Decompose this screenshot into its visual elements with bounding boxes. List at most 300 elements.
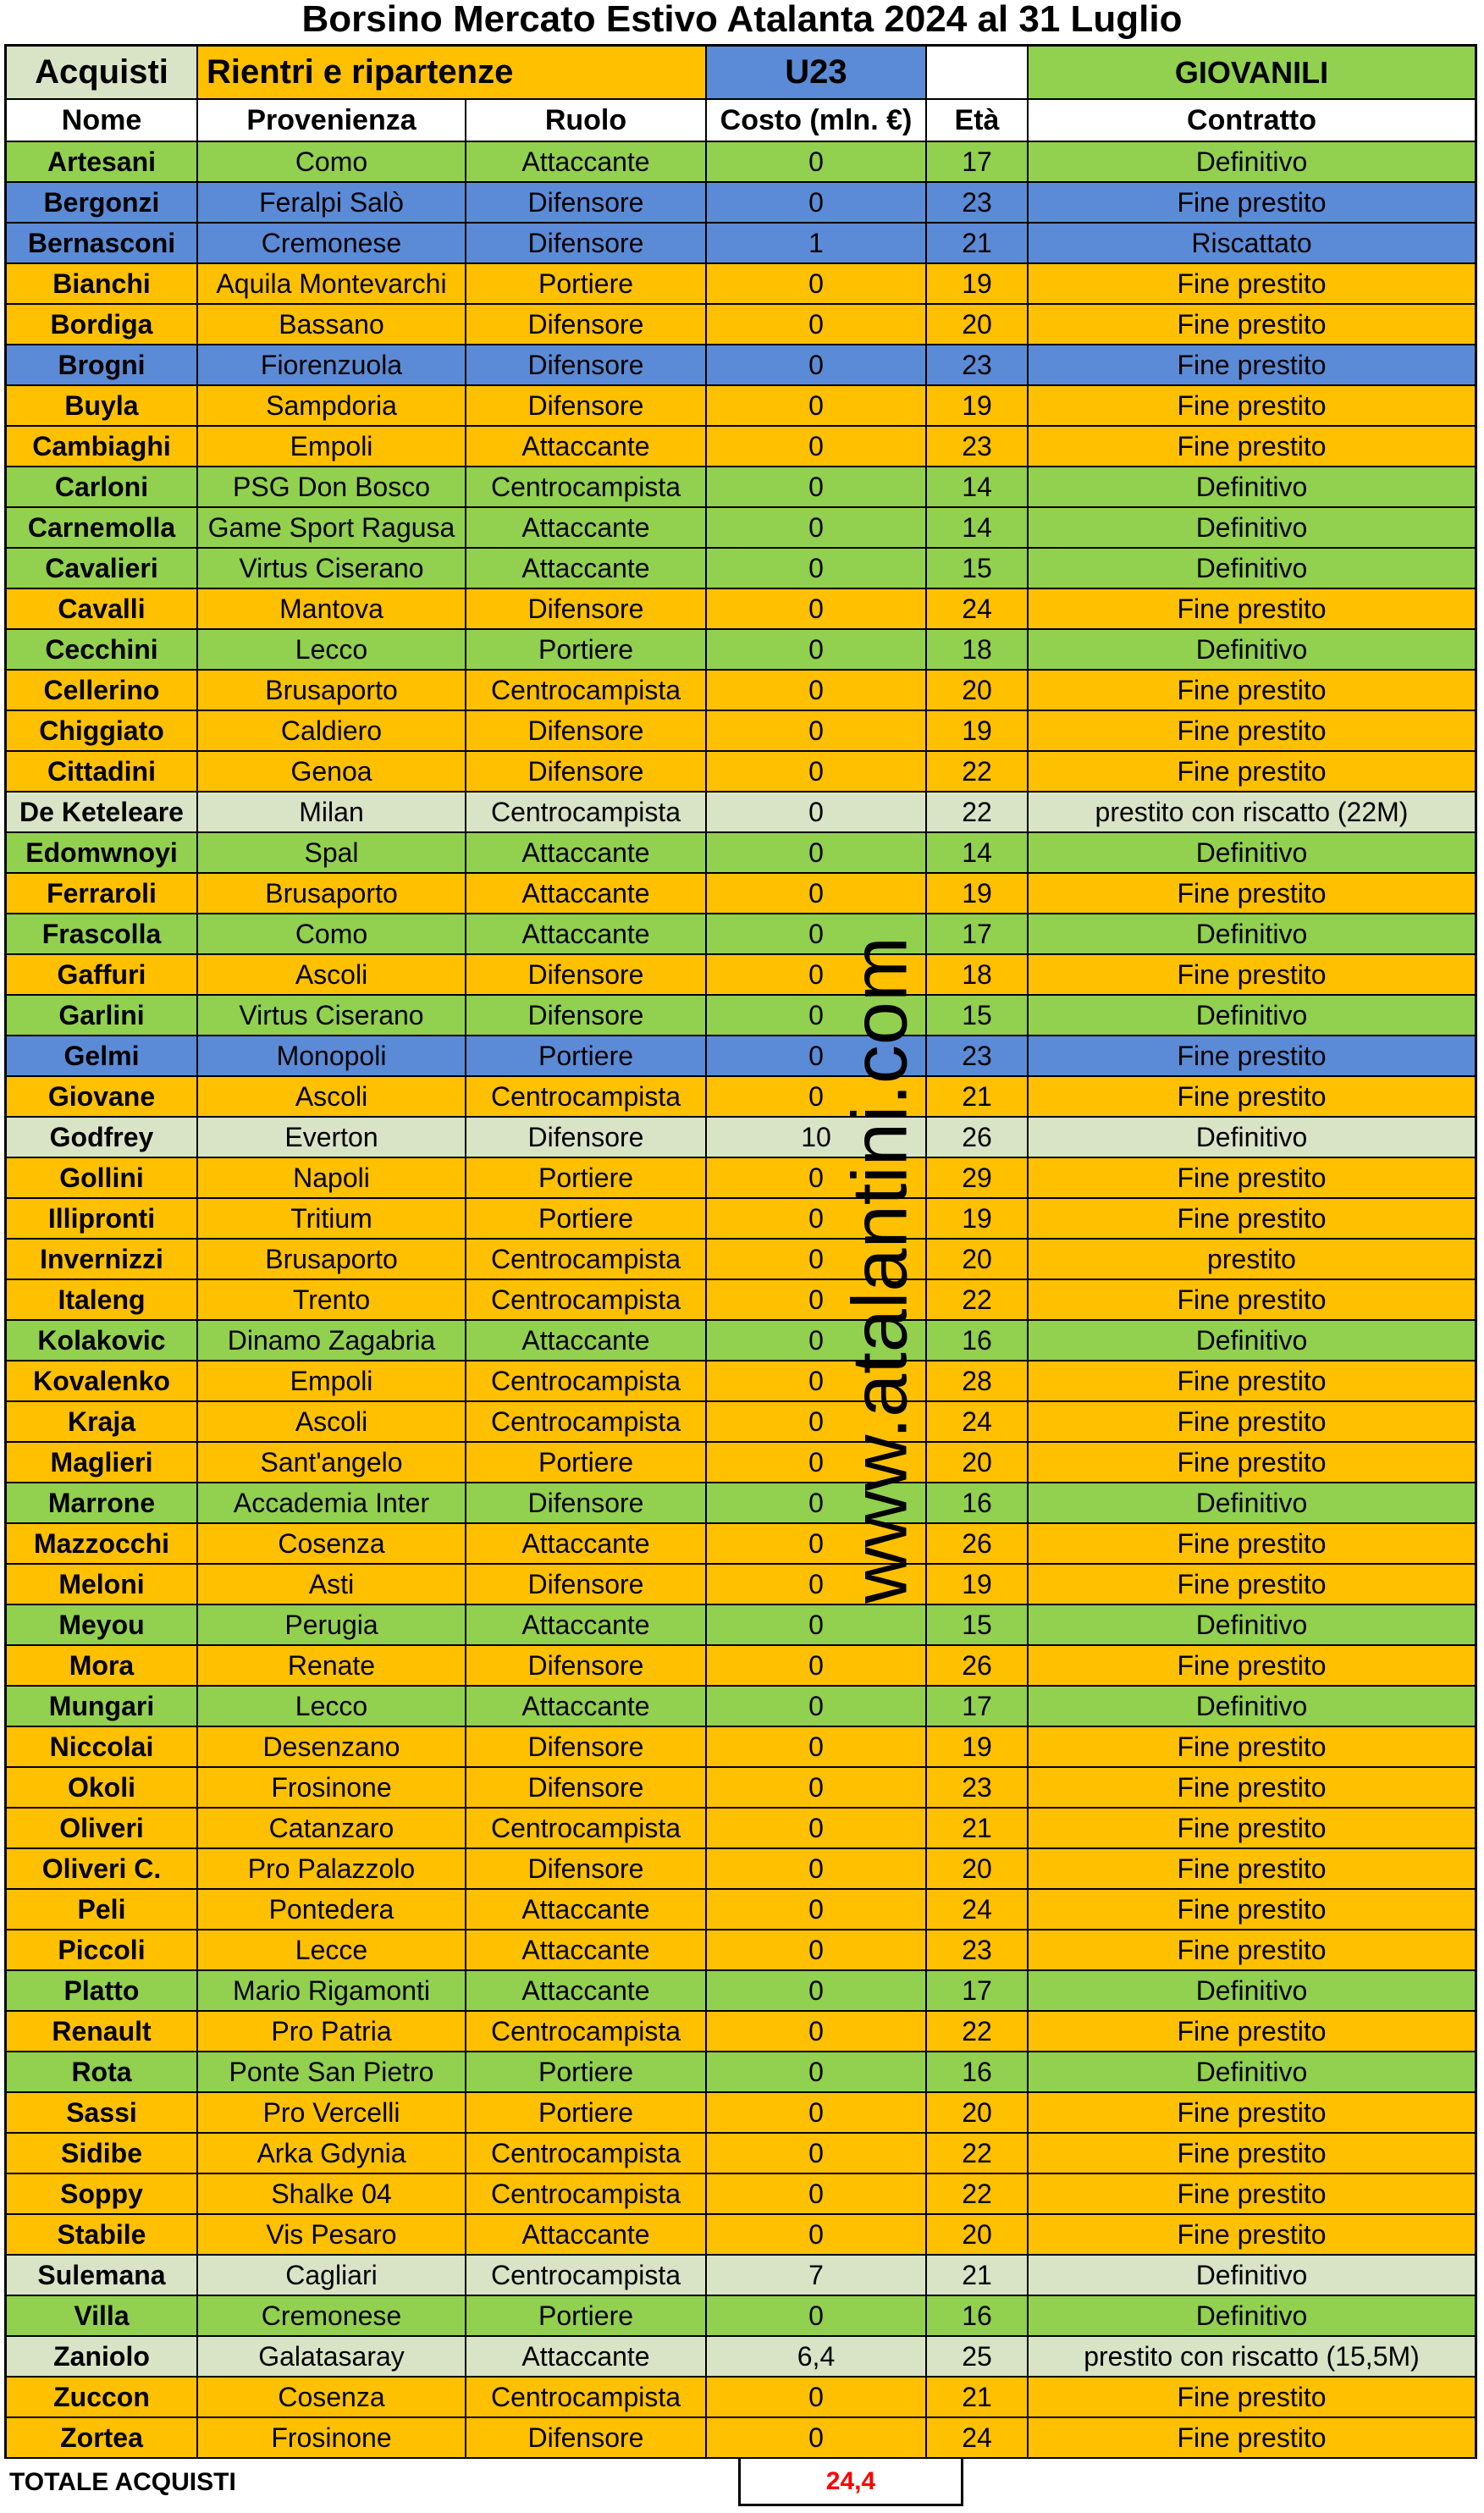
cell-nome: Zuccon	[7, 2378, 198, 2416]
cell-eta: 19	[927, 1727, 1029, 1766]
cell-provenienza: Fiorenzuola	[198, 345, 466, 384]
cell-costo: 0	[707, 2378, 927, 2416]
cell-ruolo: Difensore	[466, 1483, 707, 1522]
cell-nome: Invernizzi	[7, 1240, 198, 1279]
cell-provenienza: Pro Vercelli	[198, 2093, 466, 2132]
legend-row	[4, 44, 1477, 100]
cell-ruolo: Attaccante	[466, 2337, 707, 2376]
cell-ruolo: Difensore	[466, 1849, 707, 1888]
cell-ruolo: Portiere	[466, 630, 707, 669]
cell-ruolo: Attaccante	[466, 508, 707, 547]
cell-ruolo: Centrocampista	[466, 1077, 707, 1116]
cell-provenienza: Tritium	[198, 1199, 466, 1238]
cell-costo: 0	[707, 2174, 927, 2213]
table-row	[4, 1443, 1477, 1483]
cell-nome: Illipronti	[7, 1199, 198, 1238]
cell-provenienza: Lecco	[198, 630, 466, 669]
cell-nome: Oliveri C.	[7, 1849, 198, 1888]
cell-provenienza: Como	[198, 914, 466, 953]
cell-costo: 0	[707, 874, 927, 913]
cell-eta: 19	[927, 711, 1029, 750]
cell-provenienza: Frosinone	[198, 2418, 466, 2457]
cell-contratto: Fine prestito	[1177, 186, 1327, 218]
cell-provenienza: Cosenza	[198, 1524, 466, 1563]
cell-ruolo: Centrocampista	[466, 2256, 707, 2295]
cell-costo: 0	[707, 2134, 927, 2173]
cell-costo: 0	[707, 1321, 927, 1360]
cell-ruolo: Difensore	[466, 345, 707, 384]
cell-provenienza: Dinamo Zagabria	[198, 1321, 466, 1360]
cell-nome: Ferraroli	[7, 874, 198, 913]
cell-eta: 17	[927, 914, 1029, 953]
cell-nome: Peli	[7, 1890, 198, 1929]
cell-nome: Sulemana	[7, 2256, 198, 2295]
cell-eta: 21	[927, 224, 1029, 262]
cell-provenienza: Monopoli	[198, 1036, 466, 1075]
cell-eta: 23	[927, 1930, 1029, 1969]
cell-provenienza: Aquila Montevarchi	[198, 264, 466, 303]
legend-blank	[927, 47, 1029, 98]
cell-contratto: Fine prestito	[1177, 1365, 1327, 1396]
cell-ruolo: Attaccante	[466, 1930, 707, 1969]
cell-nome: Cambiaghi	[7, 427, 198, 466]
cell-nome: Stabile	[7, 2215, 198, 2254]
cell-nome: Niccolai	[7, 1727, 198, 1766]
cell-nome: Giovane	[7, 1077, 198, 1116]
cell-contratto: Definitivo	[1195, 511, 1308, 543]
cell-costo: 0	[707, 1402, 927, 1441]
cell-provenienza: PSG Don Bosco	[198, 467, 466, 506]
cell-costo: 0	[707, 1036, 927, 1075]
cell-costo: 0	[707, 1727, 927, 1766]
table-row	[4, 508, 1477, 549]
cell-nome: Oliveri	[7, 1809, 198, 1847]
cell-eta: 24	[927, 1402, 1029, 1441]
cell-ruolo: Attaccante	[466, 1890, 707, 1929]
cell-nome: Mungari	[7, 1687, 198, 1726]
cell-contratto: Fine prestito	[1177, 593, 1327, 624]
table-row	[4, 1077, 1477, 1118]
cell-nome: Edomwnoyi	[7, 833, 198, 872]
table-row	[4, 2337, 1477, 2378]
cell-ruolo: Difensore	[466, 386, 707, 425]
cell-contratto: Fine prestito	[1177, 1853, 1327, 1884]
cell-costo: 0	[707, 427, 927, 466]
cell-nome: Godfrey	[7, 1118, 198, 1157]
cell-eta: 23	[927, 1768, 1029, 1807]
cell-nome: Cecchini	[7, 630, 198, 669]
cell-nome: Carloni	[7, 467, 198, 506]
cell-contratto: Fine prestito	[1177, 2015, 1327, 2046]
cell-contratto: Definitivo	[1195, 2259, 1308, 2290]
cell-provenienza: Empoli	[198, 427, 466, 466]
cell-costo: 0	[707, 1768, 927, 1807]
cell-nome: De Keteleare	[7, 793, 198, 831]
cell-costo: 0	[707, 2012, 927, 2051]
table-row	[4, 752, 1477, 793]
table-row	[4, 2378, 1477, 2418]
cell-provenienza: Como	[198, 142, 466, 181]
cell-provenienza: Galatasaray	[198, 2337, 466, 2376]
cell-contratto: Fine prestito	[1177, 1202, 1327, 1234]
cell-ruolo: Difensore	[466, 183, 707, 222]
cell-eta: 24	[927, 1890, 1029, 1929]
cell-eta: 17	[927, 1971, 1029, 2010]
cell-costo: 0	[707, 833, 927, 872]
cell-provenienza: Brusaporto	[198, 874, 466, 913]
cell-eta: 22	[927, 2134, 1029, 2173]
total-value: 24,4	[738, 2459, 963, 2506]
cell-costo: 0	[707, 1158, 927, 1197]
table-row	[4, 2134, 1477, 2174]
cell-costo: 0	[707, 711, 927, 750]
table-row	[4, 345, 1477, 386]
cell-eta: 21	[927, 2378, 1029, 2416]
cell-contratto: Fine prestito	[1177, 349, 1327, 380]
cell-nome: Garlini	[7, 996, 198, 1035]
cell-costo: 0	[707, 549, 927, 588]
cell-provenienza: Asti	[198, 1565, 466, 1604]
cell-nome: Platto	[7, 1971, 198, 2010]
cell-provenienza: Cremonese	[198, 2296, 466, 2335]
table-row	[4, 467, 1477, 508]
cell-contratto: Definitivo	[1195, 918, 1308, 949]
table-body	[4, 142, 1477, 2459]
cell-nome: Frascolla	[7, 914, 198, 953]
cell-provenienza: Frosinone	[198, 1768, 466, 1807]
total-row	[4, 2459, 1477, 2506]
cell-costo: 1	[707, 224, 927, 262]
table-row	[4, 1199, 1477, 1240]
cell-costo: 0	[707, 1199, 927, 1238]
cell-eta: 24	[927, 589, 1029, 628]
cell-contratto: Fine prestito	[1177, 1284, 1327, 1315]
cell-costo: 0	[707, 1930, 927, 1969]
cell-provenienza: Genoa	[198, 752, 466, 791]
cell-ruolo: Attaccante	[466, 1687, 707, 1726]
cell-ruolo: Portiere	[466, 2052, 707, 2091]
column-header-ruolo: Ruolo	[466, 100, 707, 141]
cell-ruolo: Centrocampista	[466, 467, 707, 506]
cell-costo: 0	[707, 305, 927, 344]
cell-eta: 15	[927, 1605, 1029, 1644]
cell-nome: Gollini	[7, 1158, 198, 1197]
cell-costo: 0	[707, 467, 927, 506]
cell-nome: Okoli	[7, 1768, 198, 1807]
cell-costo: 0	[707, 671, 927, 710]
cell-nome: Buyla	[7, 386, 198, 425]
cell-nome: Brogni	[7, 345, 198, 384]
cell-nome: Cellerino	[7, 671, 198, 710]
table-row	[4, 1524, 1477, 1565]
cell-contratto: prestito con riscatto (15,5M)	[1084, 2340, 1420, 2372]
cell-ruolo: Attaccante	[466, 427, 707, 466]
column-headers	[4, 100, 1477, 142]
cell-contratto: Definitivo	[1195, 633, 1308, 665]
cell-provenienza: Milan	[198, 793, 466, 831]
cell-contratto: Fine prestito	[1177, 389, 1327, 421]
table-row	[4, 589, 1477, 630]
cell-provenienza: Cosenza	[198, 2378, 466, 2416]
table-row	[4, 1930, 1477, 1971]
cell-ruolo: Difensore	[466, 711, 707, 750]
table-row	[4, 2296, 1477, 2337]
table-row	[4, 1971, 1477, 2012]
cell-costo: 0	[707, 1443, 927, 1482]
cell-costo: 0	[707, 2052, 927, 2091]
cell-provenienza: Desenzano	[198, 1727, 466, 1766]
cell-contratto: Definitivo	[1195, 1690, 1308, 1721]
table-row	[4, 1483, 1477, 1524]
cell-ruolo: Difensore	[466, 1118, 707, 1157]
cell-eta: 20	[927, 2093, 1029, 2132]
cell-provenienza: Game Sport Ragusa	[198, 508, 466, 547]
cell-ruolo: Attaccante	[466, 914, 707, 953]
cell-costo: 0	[707, 142, 927, 181]
cell-contratto: Definitivo	[1195, 1324, 1308, 1356]
cell-contratto: Definitivo	[1195, 552, 1308, 583]
cell-eta: 16	[927, 1321, 1029, 1360]
cell-eta: 14	[927, 833, 1029, 872]
cell-eta: 29	[927, 1158, 1029, 1197]
cell-contratto: Definitivo	[1195, 2056, 1308, 2087]
cell-eta: 22	[927, 1280, 1029, 1319]
table-row	[4, 142, 1477, 183]
cell-contratto: Fine prestito	[1177, 1568, 1327, 1599]
cell-contratto: Fine prestito	[1177, 1080, 1327, 1112]
cell-nome: Gelmi	[7, 1036, 198, 1075]
cell-eta: 23	[927, 427, 1029, 466]
table-row	[4, 386, 1477, 427]
table-row	[4, 2052, 1477, 2093]
cell-provenienza: Feralpi Salò	[198, 183, 466, 222]
column-header-contratto: Contratto	[1187, 103, 1316, 136]
cell-costo: 0	[707, 1971, 927, 2010]
cell-costo: 10	[707, 1118, 927, 1157]
cell-contratto: Fine prestito	[1177, 2381, 1327, 2412]
cell-ruolo: Difensore	[466, 955, 707, 994]
legend-rientri: Rientri e ripartenze	[198, 47, 707, 98]
table-row	[4, 305, 1477, 345]
cell-eta: 23	[927, 1036, 1029, 1075]
cell-contratto: Definitivo	[1195, 146, 1308, 177]
cell-provenienza: Everton	[198, 1118, 466, 1157]
cell-nome: Gaffuri	[7, 955, 198, 994]
table-row	[4, 1687, 1477, 1727]
cell-contratto: Fine prestito	[1177, 674, 1327, 705]
cell-ruolo: Portiere	[466, 1443, 707, 1482]
cell-nome: Chiggiato	[7, 711, 198, 750]
cell-contratto: Fine prestito	[1177, 2422, 1327, 2453]
cell-ruolo: Difensore	[466, 589, 707, 628]
cell-provenienza: Shalke 04	[198, 2174, 466, 2213]
cell-ruolo: Centrocampista	[466, 1809, 707, 1847]
cell-provenienza: Caldiero	[198, 711, 466, 750]
table-row	[4, 955, 1477, 996]
table-row	[4, 1890, 1477, 1930]
cell-ruolo: Centrocampista	[466, 2174, 707, 2213]
table-row	[4, 711, 1477, 752]
cell-provenienza: Arka Gdynia	[198, 2134, 466, 2173]
cell-ruolo: Portiere	[466, 1036, 707, 1075]
table-row	[4, 2174, 1477, 2215]
cell-contratto: Fine prestito	[1177, 1406, 1327, 1437]
cell-ruolo: Difensore	[466, 1768, 707, 1807]
cell-ruolo: Attaccante	[466, 1605, 707, 1644]
cell-contratto: Fine prestito	[1177, 308, 1327, 340]
column-header-nome: Nome	[7, 100, 198, 141]
cell-provenienza: Vis Pesaro	[198, 2215, 466, 2254]
cell-contratto: Fine prestito	[1177, 1040, 1327, 1071]
cell-nome: Sassi	[7, 2093, 198, 2132]
cell-eta: 25	[927, 2337, 1029, 2376]
cell-contratto: Definitivo	[1195, 2300, 1308, 2331]
legend-u23: U23	[707, 47, 927, 98]
table-row	[4, 1605, 1477, 1646]
cell-ruolo: Attaccante	[466, 1524, 707, 1563]
cell-nome: Marrone	[7, 1483, 198, 1522]
cell-ruolo: Difensore	[466, 752, 707, 791]
cell-costo: 0	[707, 2418, 927, 2457]
cell-costo: 0	[707, 1565, 927, 1604]
cell-contratto: Fine prestito	[1177, 1649, 1327, 1681]
cell-provenienza: Bassano	[198, 305, 466, 344]
cell-provenienza: Virtus Ciserano	[198, 549, 466, 588]
cell-nome: Meyou	[7, 1605, 198, 1644]
cell-ruolo: Difensore	[466, 305, 707, 344]
cell-contratto: Fine prestito	[1177, 1731, 1327, 1762]
cell-contratto: prestito	[1207, 1243, 1296, 1274]
table-row	[4, 2256, 1477, 2296]
cell-ruolo: Centrocampista	[466, 1280, 707, 1319]
cell-eta: 22	[927, 2174, 1029, 2213]
table-row	[4, 183, 1477, 224]
cell-costo: 0	[707, 2296, 927, 2335]
cell-provenienza: Ponte San Pietro	[198, 2052, 466, 2091]
cell-eta: 15	[927, 996, 1029, 1035]
cell-ruolo: Attaccante	[466, 2215, 707, 2254]
cell-costo: 0	[707, 1849, 927, 1888]
cell-ruolo: Portiere	[466, 1199, 707, 1238]
cell-eta: 24	[927, 2418, 1029, 2457]
cell-contratto: Fine prestito	[1177, 2178, 1327, 2209]
cell-provenienza: Perugia	[198, 1605, 466, 1644]
cell-eta: 19	[927, 874, 1029, 913]
cell-ruolo: Difensore	[466, 996, 707, 1035]
cell-costo: 0	[707, 1687, 927, 1726]
table-row	[4, 833, 1477, 874]
table-row	[4, 1849, 1477, 1890]
cell-eta: 23	[927, 345, 1029, 384]
cell-nome: Villa	[7, 2296, 198, 2335]
cell-contratto: Fine prestito	[1177, 1527, 1327, 1559]
cell-eta: 20	[927, 305, 1029, 344]
cell-nome: Italeng	[7, 1280, 198, 1319]
cell-nome: Zaniolo	[7, 2337, 198, 2376]
legend-acquisti: Acquisti	[7, 47, 198, 98]
cell-costo: 0	[707, 508, 927, 547]
cell-eta: 18	[927, 630, 1029, 669]
table-row	[4, 1240, 1477, 1280]
cell-provenienza: Trento	[198, 1280, 466, 1319]
cell-eta: 26	[927, 1524, 1029, 1563]
cell-eta: 22	[927, 2012, 1029, 2051]
cell-contratto: Fine prestito	[1177, 1893, 1327, 1925]
cell-eta: 28	[927, 1361, 1029, 1400]
cell-nome: Cavalli	[7, 589, 198, 628]
cell-provenienza: Brusaporto	[198, 1240, 466, 1279]
cell-costo: 0	[707, 1240, 927, 1279]
cell-ruolo: Attaccante	[466, 142, 707, 181]
cell-costo: 0	[707, 2093, 927, 2132]
cell-costo: 0	[707, 1605, 927, 1644]
column-header-provenienza: Provenienza	[198, 100, 466, 141]
cell-nome: Cavalieri	[7, 549, 198, 588]
cell-ruolo: Portiere	[466, 2093, 707, 2132]
cell-costo: 0	[707, 1483, 927, 1522]
cell-provenienza: Mantova	[198, 589, 466, 628]
cell-provenienza: Pro Patria	[198, 2012, 466, 2051]
table-row	[4, 1768, 1477, 1809]
cell-provenienza: Cagliari	[198, 2256, 466, 2295]
cell-contratto: Fine prestito	[1177, 1812, 1327, 1843]
cell-contratto: Definitivo	[1195, 1121, 1308, 1152]
cell-contratto: Fine prestito	[1177, 268, 1327, 299]
cell-nome: Bergonzi	[7, 183, 198, 222]
cell-contratto: Riscattato	[1191, 227, 1312, 258]
cell-costo: 0	[707, 1809, 927, 1847]
cell-costo: 0	[707, 955, 927, 994]
cell-provenienza: Accademia Inter	[198, 1483, 466, 1522]
cell-provenienza: Brusaporto	[198, 671, 466, 710]
watermark-text: www.atalantini.com	[836, 936, 924, 1604]
cell-eta: 21	[927, 1809, 1029, 1847]
cell-contratto: Fine prestito	[1177, 877, 1327, 909]
cell-costo: 0	[707, 630, 927, 669]
cell-eta: 19	[927, 1565, 1029, 1604]
table-row	[4, 630, 1477, 671]
transfer-table	[4, 44, 1477, 2506]
cell-provenienza: Lecce	[198, 1930, 466, 1969]
cell-provenienza: Virtus Ciserano	[198, 996, 466, 1035]
cell-contratto: Definitivo	[1195, 471, 1308, 502]
cell-ruolo: Centrocampista	[466, 2012, 707, 2051]
cell-ruolo: Centrocampista	[466, 2134, 707, 2173]
table-row	[4, 264, 1477, 305]
page-title: Borsino Mercato Estivo Atalanta 2024 al 31 Luglio	[301, 0, 1183, 40]
cell-contratto: Fine prestito	[1177, 2137, 1327, 2168]
cell-nome: Sidibe	[7, 2134, 198, 2173]
cell-ruolo: Portiere	[466, 264, 707, 303]
cell-contratto: Fine prestito	[1177, 2218, 1327, 2250]
cell-ruolo: Portiere	[466, 2296, 707, 2335]
table-row	[4, 1646, 1477, 1687]
legend-giovanili: GIOVANILI	[1029, 47, 1475, 98]
table-row	[4, 1402, 1477, 1443]
cell-provenienza: Mario Rigamonti	[198, 1971, 466, 2010]
cell-nome: Meloni	[7, 1565, 198, 1604]
cell-provenienza: Catanzaro	[198, 1809, 466, 1847]
cell-costo: 0	[707, 1361, 927, 1400]
cell-nome: Bianchi	[7, 264, 198, 303]
cell-contratto: Fine prestito	[1177, 1771, 1327, 1803]
cell-nome: Mora	[7, 1646, 198, 1685]
table-row	[4, 1118, 1477, 1158]
cell-provenienza: Ascoli	[198, 955, 466, 994]
cell-eta: 14	[927, 508, 1029, 547]
cell-contratto: Fine prestito	[1177, 2096, 1327, 2128]
cell-ruolo: Centrocampista	[466, 1402, 707, 1441]
